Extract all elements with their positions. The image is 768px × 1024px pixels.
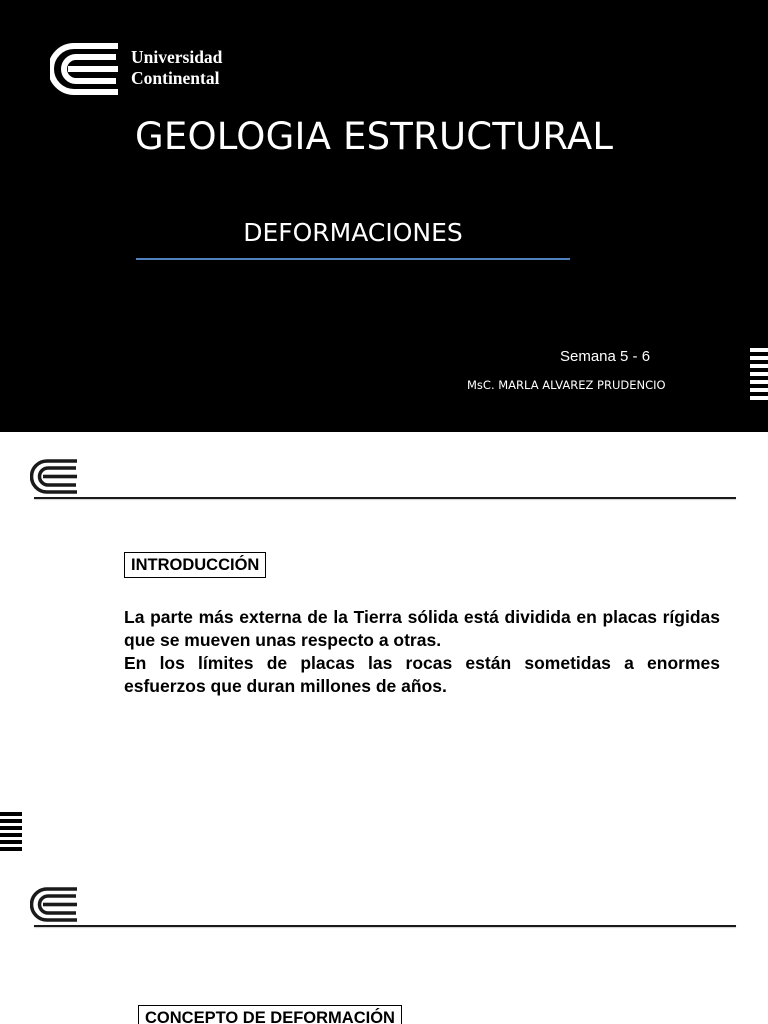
presentation-subtitle: DEFORMACIONES [243, 218, 463, 247]
striped-bars-icon [750, 348, 768, 404]
university-logo-icon [30, 886, 78, 923]
intro-body [124, 606, 720, 698]
university-name-line2: Continental [131, 68, 220, 88]
intro-paragraph: En los límites de placas las rocas están sometidas a enormes esfuerzos que duran millones de años. [124, 653, 720, 696]
header-divider [34, 925, 736, 927]
week-label: Semana 5 - 6 [560, 348, 651, 365]
intro-paragraph: La parte más externa de la Tierra sólida está dividida en placas rígidas que se mueven unas respecto a otras. [124, 607, 720, 650]
university-logo-icon [50, 42, 120, 96]
subtitle-underline [136, 258, 570, 260]
section-heading: INTRODUCCIÓN [124, 552, 266, 578]
section-heading: CONCEPTO DE DEFORMACIÓN [138, 1005, 402, 1024]
intro-slide [0, 432, 768, 860]
striped-bars-icon [0, 812, 22, 854]
presentation-title: GEOLOGIA ESTRUCTURAL [135, 115, 614, 158]
concept-slide [0, 860, 768, 1024]
university-logo-icon [30, 458, 78, 495]
university-name [131, 47, 222, 89]
header-divider [34, 497, 736, 499]
title-slide [0, 0, 768, 432]
university-name-line1: Universidad [131, 47, 223, 67]
author-name: MsC. MARLA ALVAREZ PRUDENCIO [467, 378, 666, 392]
